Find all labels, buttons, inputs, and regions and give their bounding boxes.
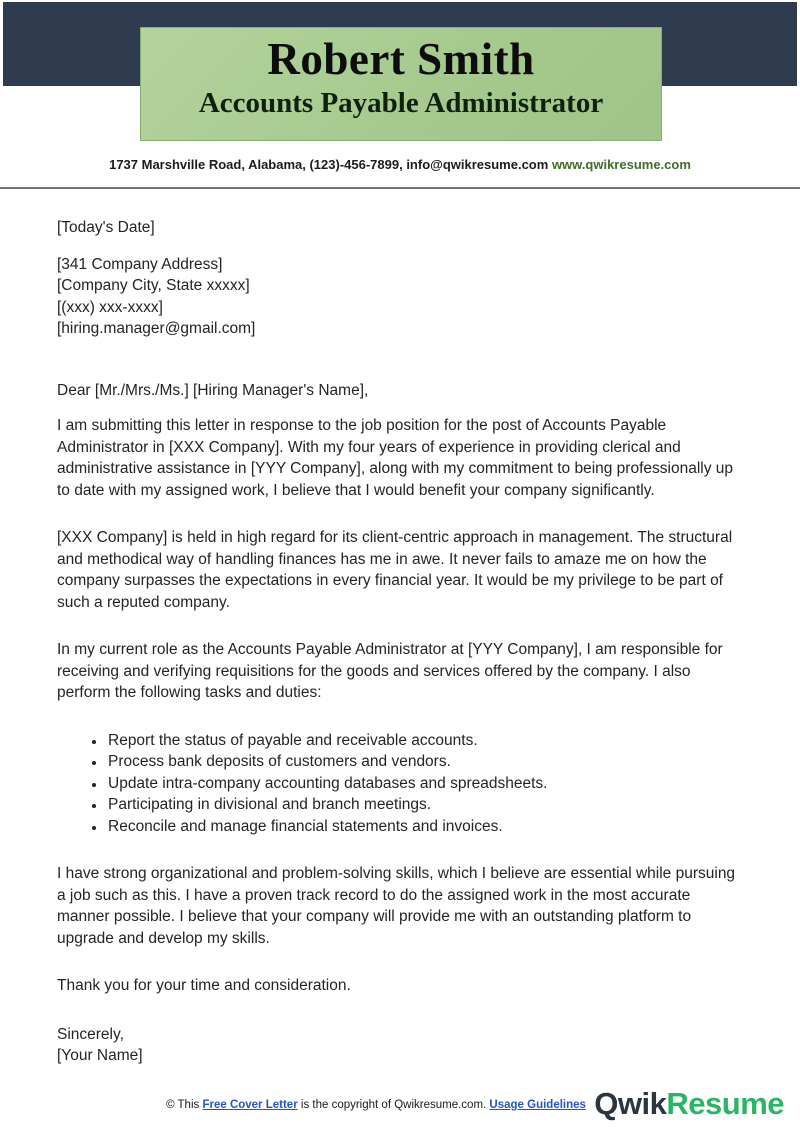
logo-qwik-text: Qwik <box>594 1086 667 1121</box>
list-item: • Reconcile and manage financial statements and invoices. <box>106 816 745 838</box>
paragraph-intro: I am submitting this letter in response to the job position for the post of Accounts Payable Administrator in [XXX Company]. With my four years of experience in providing clerical and administrative assistance in [YYY Company], along with my commitment to being professionally up to date with my assigned work, I believe that I would benefit your company significantly. <box>57 417 733 499</box>
usage-guidelines-link[interactable]: Usage Guidelines <box>489 1099 586 1111</box>
company-address-block <box>57 254 745 340</box>
contact-line <box>0 157 800 172</box>
list-item: • Process bank deposits of customers and vendors. <box>106 751 745 773</box>
address-line: [Company City, State xxxxx] <box>57 277 250 294</box>
copyright-prefix: © This <box>166 1099 203 1111</box>
header-divider <box>0 187 800 189</box>
person-name: Robert Smith <box>267 34 535 84</box>
date-placeholder: [Today's Date] <box>57 219 155 236</box>
logo-resume-text: Resume <box>666 1086 784 1121</box>
paragraph-skills: I have strong organizational and problem-solving skills, which I believe are essential while pursuing a job such as this. I have a proven track record to do the assigned work in the most accurate manner possible. I believe that your company will provide me with an outstanding platform to upgrade and develop my skills. <box>57 865 736 947</box>
list-item: • Update intra-company accounting databases and spreadsheets. <box>106 773 745 795</box>
contact-info: 1737 Marshville Road, Alabama, (123)-456-7899, info@qwikresume.com <box>109 157 549 172</box>
signoff-word: Sincerely, <box>57 1025 124 1043</box>
paragraph-company-praise: [XXX Company] is held in high regard for its client-centric approach in management. The structural and methodical way of handling finances has me in awe. It never fails to amaze me on how the company surpasses the expectations in every financial year. It would be my privilege to be part of such a reputed company. <box>57 529 733 611</box>
list-item: • Participating in divisional and branch meetings. <box>106 794 745 816</box>
address-line: [(xxx) xxx-xxxx] <box>57 298 163 316</box>
address-line: [hiring.manager@gmail.com] <box>57 320 256 337</box>
paragraph-current-role: In my current role as the Accounts Payable Administrator at [YYY Company], I am responsible for receiving and verifying requisitions for the goods and services offered by the company. I also perform the following tasks and duties: <box>57 641 723 701</box>
signoff-block <box>57 1024 745 1067</box>
website-link[interactable]: www.qwikresume.com <box>551 157 691 172</box>
qwikresume-logo[interactable] <box>594 1086 784 1122</box>
person-job-title: Accounts Payable Administrator <box>198 87 604 119</box>
duties-list <box>57 730 745 838</box>
header-name-box <box>140 27 662 141</box>
letter-body <box>57 217 745 1067</box>
list-item: • Report the status of payable and receivable accounts. <box>106 730 745 752</box>
salutation: Dear [Mr./Mrs./Ms.] [Hiring Manager's Name], <box>57 381 369 399</box>
address-line: [341 Company Address] <box>57 255 223 273</box>
signature-placeholder: [Your Name] <box>57 1047 143 1064</box>
free-cover-letter-link[interactable]: Free Cover Letter <box>202 1099 298 1111</box>
thanks-line: Thank you for your time and consideration. <box>57 977 351 994</box>
copyright-middle: is the copyright of Qwikresume.com. <box>297 1099 490 1111</box>
